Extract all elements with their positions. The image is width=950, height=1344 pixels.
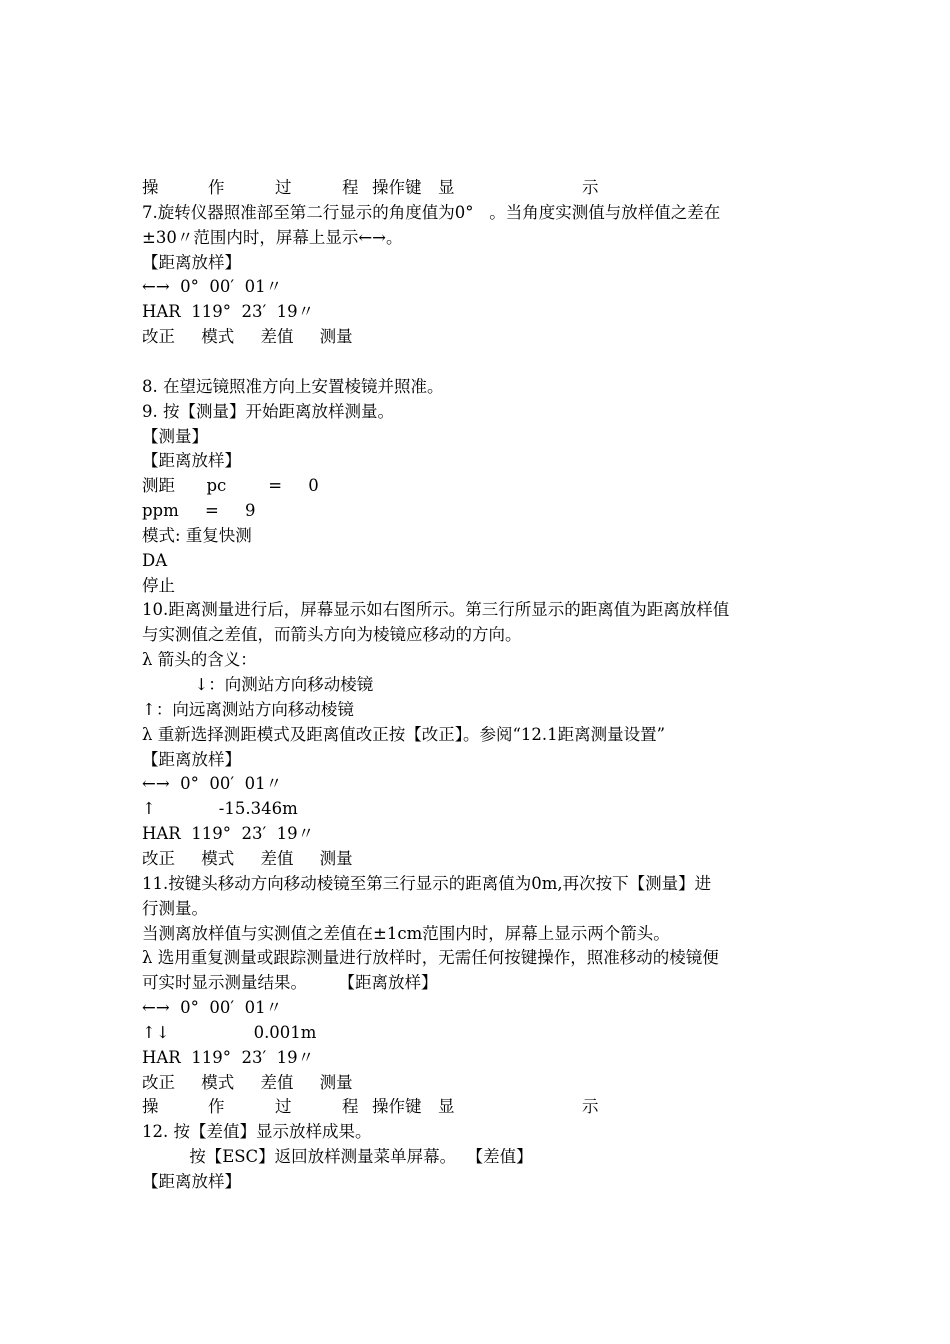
table-header-row [142,1095,822,1119]
text-line: HAR 119° 23′ 19〃 [142,1047,315,1067]
text-line: HAR 119° 23′ 19〃 [142,824,315,844]
text-line: ppm = 9 [142,501,256,521]
text-line: 与实测值之差值，而箭头方向为棱镜应移动的方向。 [142,625,522,645]
header-cell: 操作键 [372,178,422,197]
header-cell: 示 [582,1097,599,1117]
text-line: ↓：向测站方向移动棱镜 [142,675,374,694]
text-line: ↑：向远离测站方向移动棱镜 [142,699,354,719]
text-line: ↑ -15.346m [142,799,298,819]
text-line: 测距 pc = 0 [142,476,319,496]
text-line: ↑↓ 0.001m [142,1022,317,1042]
header-cell: 操作键 [372,1097,422,1117]
text-line: DA [142,550,168,570]
header-cell: 操 [142,1097,159,1117]
text-line: 按【ESC】返回放样测量菜单屏幕。 【差值】 [142,1147,533,1167]
text-line: 当测离放样值与实测值之差值在±1cm范围内时，屏幕上显示两个箭头。 [142,923,670,943]
header-cell: 程 [342,178,359,197]
header-cell: 过 [275,1097,292,1117]
text-line: λ 重新选择测距模式及距离值改正按【改正】。参阅“12.1距离测量设置” [142,724,666,744]
header-cell: 显 [438,178,455,197]
text-line: λ 箭头的含义： [142,650,257,670]
text-line: 模式: 重复快测 [142,525,252,545]
header-cell: 显 [438,1097,455,1117]
text-line: 【距离放样】 [142,451,241,471]
text-line: 【距离放样】 [142,1172,241,1191]
header-cell: 作 [208,1097,225,1117]
text-line: 【距离放样】 [142,749,241,769]
text-line: 【测量】 [142,426,208,446]
header-cell: 过 [275,178,292,197]
text-line: 改正 模式 差值 测量 [142,848,353,868]
text-line: 【距离放样】 [142,252,241,272]
text-line [142,350,822,374]
text-line: HAR 119° 23′ 19〃 [142,302,315,322]
text-line: 8. 在望远镜照准方向上安置棱镜并照准。 [142,376,444,396]
text-line: 10.距离测量进行后，屏幕显示如右图所示。第三行所显示的距离值为距离放样值 [142,600,730,620]
text-line: ±30〃范围内时，屏幕上显示←→。 [142,227,403,247]
text-line: 12. 按【差值】显示放样成果。 [142,1122,372,1142]
text-line: 停止 [142,575,175,595]
text-line: λ 选用重复测量或跟踪测量进行放样时，无需任何按键操作，照准移动的棱镜便 [142,948,719,968]
text-line: ←→ 0° 00′ 01〃 [142,998,283,1018]
header-cell: 示 [582,178,599,197]
text-line: ←→ 0° 00′ 01〃 [142,277,283,297]
text-line: 9. 按【测量】开始距离放样测量。 [142,401,394,421]
header-cell: 操 [142,178,159,197]
text-line: 行测量。 [142,898,208,918]
header-cell: 作 [208,178,225,197]
text-line: ←→ 0° 00′ 01〃 [142,774,283,794]
header-cell: 程 [342,1097,359,1117]
text-line: 改正 模式 差值 测量 [142,327,353,347]
text-line: 改正 模式 差值 测量 [142,1072,353,1092]
text-line: 可实时显示测量结果。 【距离放样】 [142,973,438,993]
table-header-row [142,176,822,200]
text-line: 7.旋转仪器照准部至第二行显示的角度值为0° 。当角度实测值与放样值之差在 [142,202,721,222]
text-line: 11.按键头移动方向移动棱镜至第三行显示的距离值为0m,再次按下【测量】进 [142,873,712,893]
